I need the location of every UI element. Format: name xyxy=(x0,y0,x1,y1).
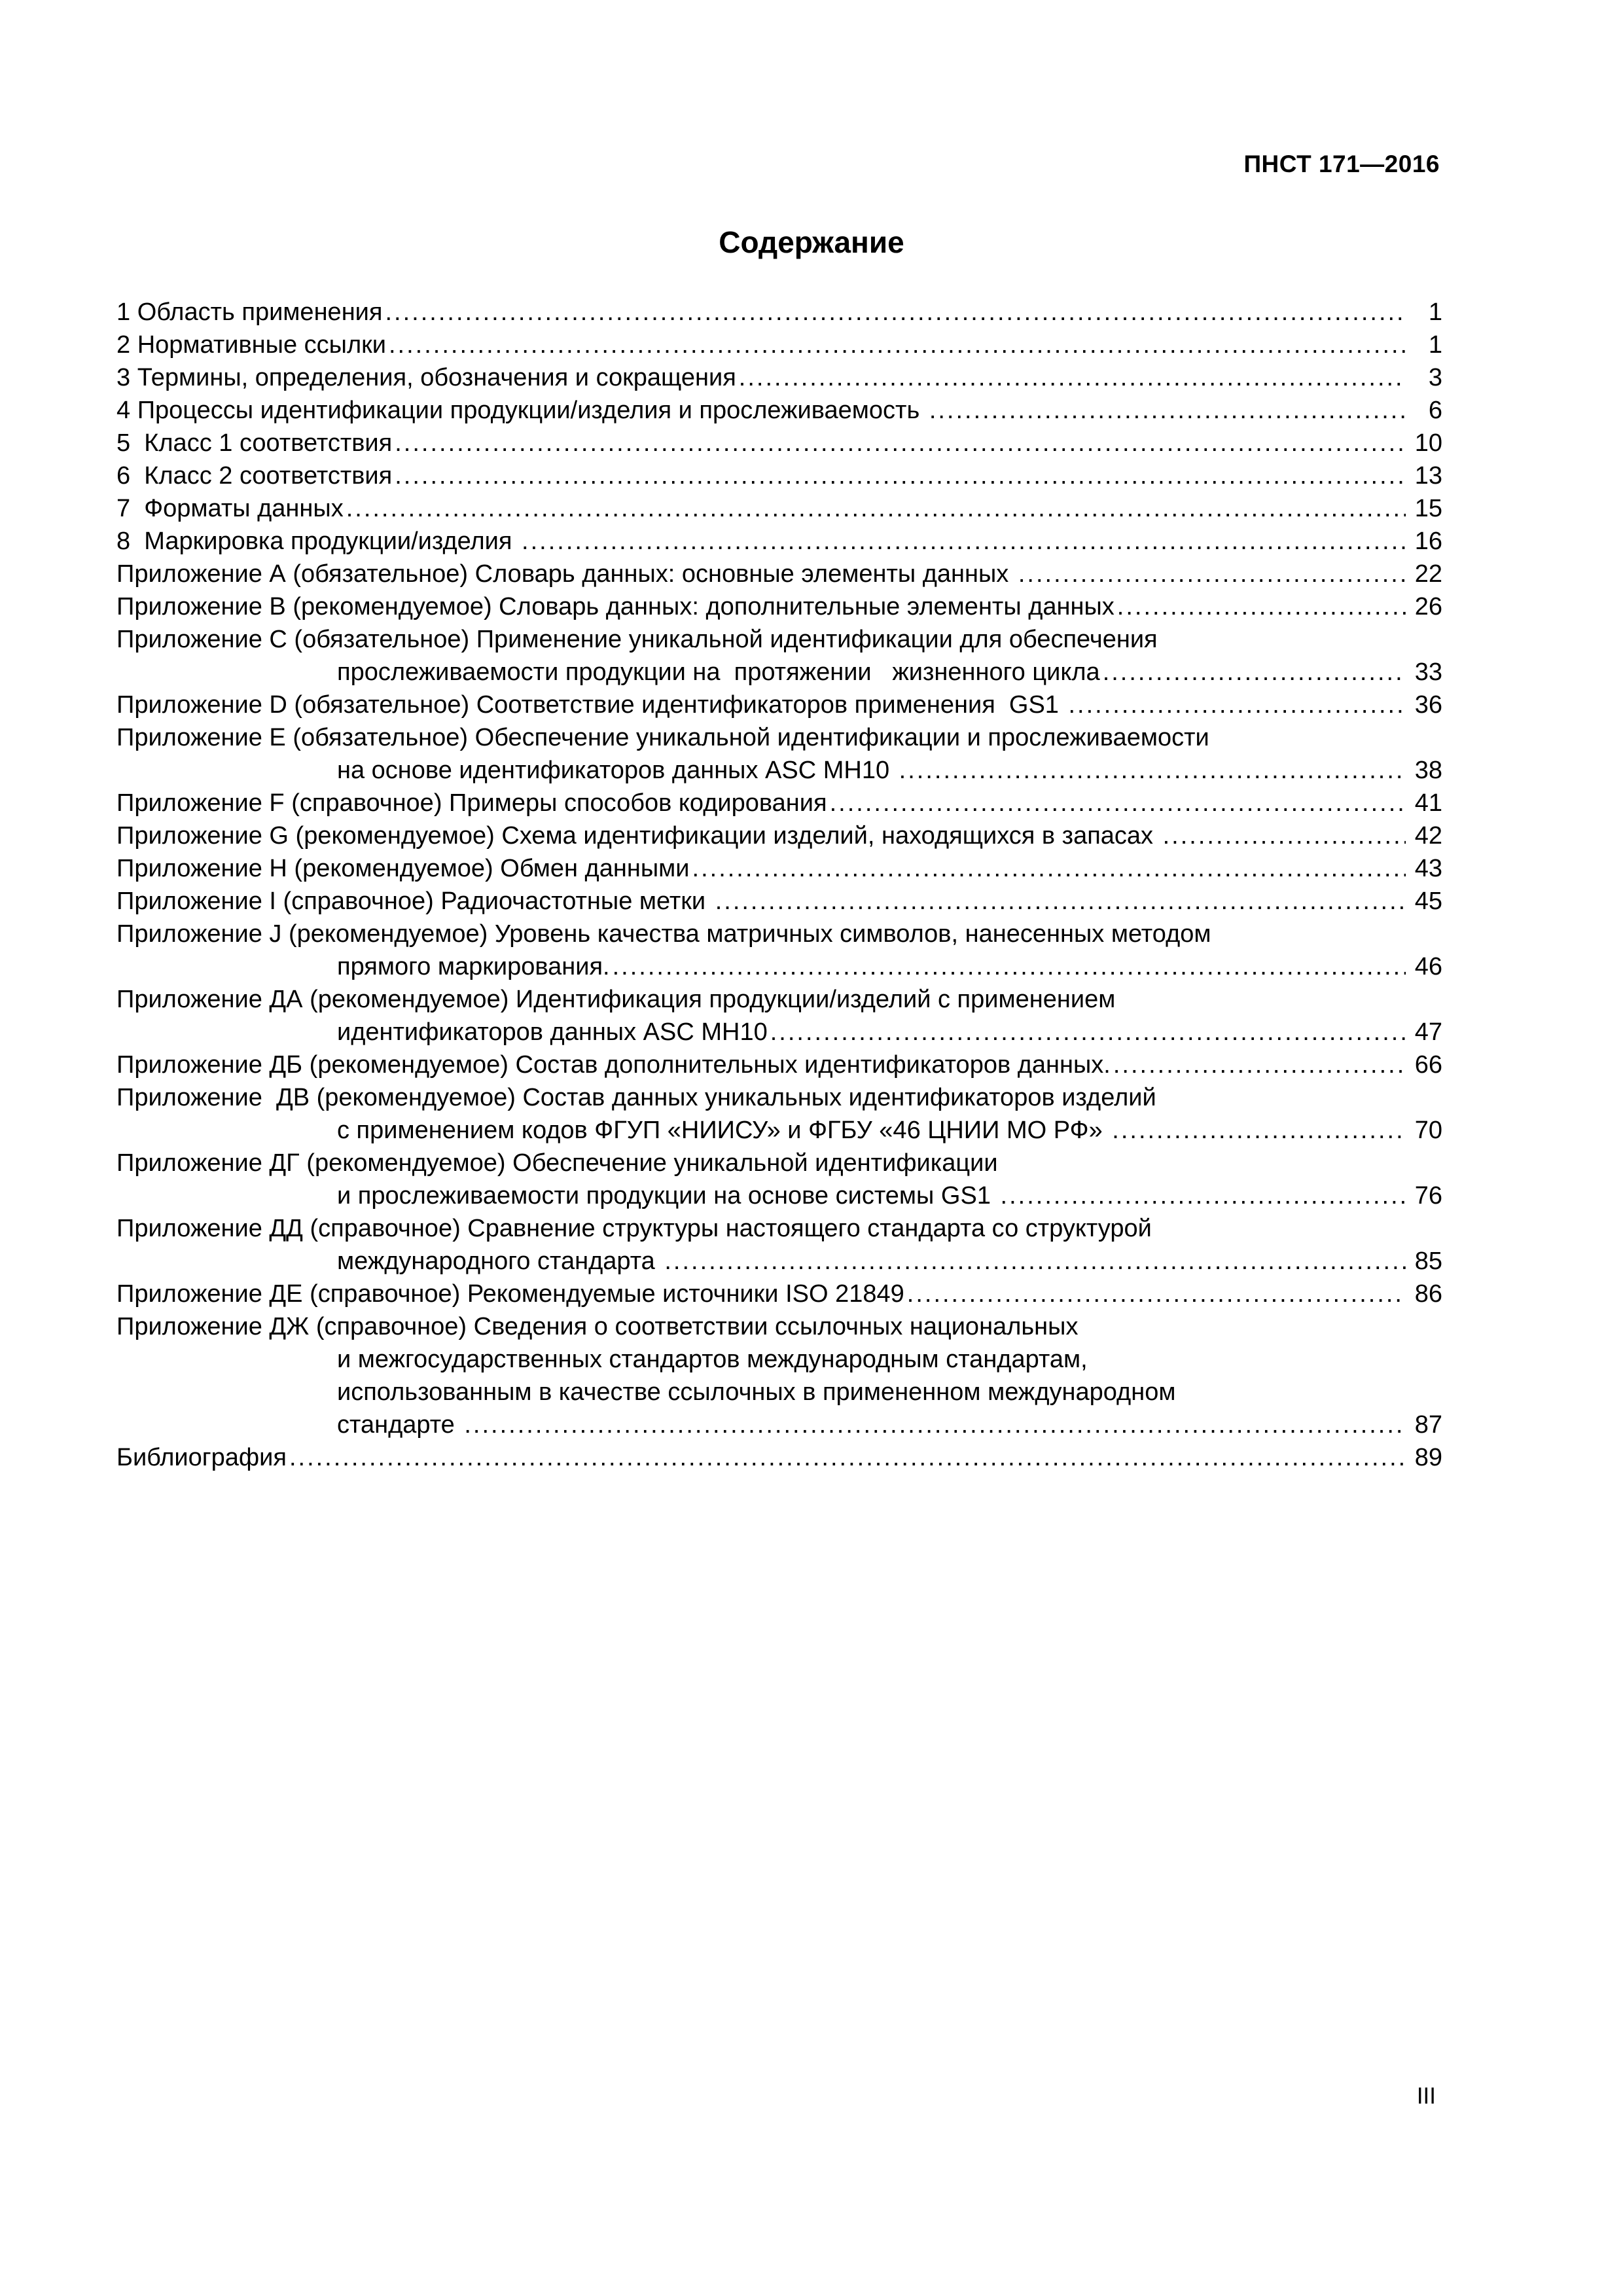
toc-entry-continuation-line xyxy=(116,1016,1442,1049)
toc-entry-page: 87 xyxy=(1414,1411,1442,1439)
toc-entry-text: 6 Класс 2 соответствия xyxy=(116,462,393,490)
toc-entry-page: 15 xyxy=(1414,495,1442,522)
dot-leader xyxy=(907,1278,1406,1310)
toc-entry-page: 6 xyxy=(1428,397,1442,424)
toc-entry-text: Приложение А (обязательное) Словарь данных: основные элементы данных xyxy=(116,560,1016,588)
dot-leader xyxy=(1068,689,1406,721)
toc-entry-page: 26 xyxy=(1414,593,1442,620)
dot-leader xyxy=(770,1016,1406,1049)
toc-entry xyxy=(116,525,1442,558)
dot-leader xyxy=(739,361,1406,394)
toc-entry xyxy=(116,1278,1442,1310)
toc-entry-line xyxy=(116,296,1442,329)
toc-entry-page: 1 xyxy=(1428,331,1442,359)
toc-entry-page: 76 xyxy=(1414,1182,1442,1210)
toc-entry xyxy=(116,983,1442,1049)
dot-leader xyxy=(464,1408,1406,1441)
toc-entry-text: 7 Форматы данных xyxy=(116,495,344,522)
toc-entry-text: Приложение ДГ (рекомендуемое) Обеспечение уникальной идентификации xyxy=(116,1149,998,1177)
dot-leader xyxy=(830,787,1406,819)
toc-entry xyxy=(116,361,1442,394)
toc-entry-text: Приложение F (справочное) Примеры способов кодирования xyxy=(116,789,827,817)
toc-entry xyxy=(116,623,1442,689)
dot-leader xyxy=(1113,1049,1406,1081)
toc-entry-page: 46 xyxy=(1414,953,1442,980)
toc-entry-line xyxy=(116,983,1442,1016)
toc-entry-text: использованным в качестве ссылочных в примененном международном xyxy=(337,1378,1176,1406)
toc-entry-page: 66 xyxy=(1414,1051,1442,1079)
toc-entry-text: и прослеживаемости продукции на основе системы GS1 xyxy=(337,1182,998,1210)
toc-entry-line xyxy=(116,329,1442,361)
toc-entry-line xyxy=(116,1212,1442,1245)
dot-leader xyxy=(1018,558,1406,590)
page-number: III xyxy=(1416,2083,1436,2109)
dot-leader xyxy=(929,394,1406,427)
toc-entry-line xyxy=(116,1081,1442,1114)
toc-entry-line xyxy=(116,590,1442,623)
toc-entry-line xyxy=(116,787,1442,819)
dot-leader xyxy=(395,459,1406,492)
toc-entry-page: 3 xyxy=(1428,364,1442,391)
toc-entry-text: Приложение ДБ (рекомендуемое) Состав дополнительных идентификаторов данных. xyxy=(116,1051,1111,1079)
toc-entry-continuation-line xyxy=(116,1408,1442,1441)
dot-leader xyxy=(899,754,1406,787)
toc-entry-text: и межгосударственных стандартов международным стандартам, xyxy=(337,1346,1088,1373)
toc-entry-continuation-line xyxy=(116,1245,1442,1278)
toc-entry-page: 22 xyxy=(1414,560,1442,588)
toc-entry-text: Приложение ДВ (рекомендуемое) Состав данных уникальных идентификаторов изделий xyxy=(116,1084,1156,1111)
dot-leader xyxy=(613,950,1406,983)
toc-entry xyxy=(116,721,1442,787)
toc-entry-continuation-line xyxy=(116,1343,1442,1376)
toc-entry xyxy=(116,852,1442,885)
toc-entry-line xyxy=(116,819,1442,852)
toc-entry-line xyxy=(116,623,1442,656)
toc-entry-page: 36 xyxy=(1414,691,1442,719)
page-title: Содержание xyxy=(719,225,904,259)
toc-entry-text: идентификаторов данных ASC MH10 xyxy=(337,1018,768,1046)
toc-entry xyxy=(116,394,1442,427)
dot-leader xyxy=(346,492,1406,525)
toc-entry-text: прослеживаемости продукции на протяжении жизненного цикла xyxy=(337,658,1100,686)
document-designation: ПНСТ 171—2016 xyxy=(1243,151,1440,177)
toc-entry-text: Приложение I (справочное) Радиочастотные метки xyxy=(116,888,713,915)
toc-entry-text: на основе идентификаторов данных ASC MH10 xyxy=(337,757,897,784)
dot-leader xyxy=(395,427,1406,459)
toc-entry-page: 86 xyxy=(1414,1280,1442,1308)
toc-entry-page: 13 xyxy=(1414,462,1442,490)
toc-entry xyxy=(116,918,1442,983)
toc-entry xyxy=(116,819,1442,852)
toc-entry-line xyxy=(116,1049,1442,1081)
toc-entry-text: прямого маркирования. xyxy=(337,953,610,980)
toc-entry-text: Приложение ДЖ (справочное) Сведения о соответствии ссылочных национальных xyxy=(116,1313,1079,1340)
toc-entry-line xyxy=(116,492,1442,525)
toc-entry-text: Библиография xyxy=(116,1444,287,1471)
toc-entry-text: 5 Класс 1 соответствия xyxy=(116,429,393,457)
toc-entry xyxy=(116,1081,1442,1147)
toc-entry-text: Приложение Н (рекомендуемое) Обмен данными xyxy=(116,855,690,882)
toc-entry-line xyxy=(116,1441,1442,1474)
toc-entry xyxy=(116,427,1442,459)
toc-entry-line xyxy=(116,1147,1442,1179)
toc-entry-text: 2 Нормативные ссылки xyxy=(116,331,386,359)
toc-entry-line xyxy=(116,852,1442,885)
toc-entry-text: Приложение J (рекомендуемое) Уровень качества матричных символов, нанесенных методом xyxy=(116,920,1211,948)
toc-entry xyxy=(116,590,1442,623)
toc-entry-text: Приложение G (рекомендуемое) Схема идентификации изделий, находящихся в запасах xyxy=(116,822,1160,850)
toc-entry xyxy=(116,1049,1442,1081)
toc-entry-text: стандарте xyxy=(337,1411,462,1439)
toc-entry-line xyxy=(116,427,1442,459)
toc-entry xyxy=(116,459,1442,492)
dot-leader xyxy=(715,885,1406,918)
dot-leader xyxy=(289,1441,1406,1474)
toc-entry-text: 3 Термины, определения, обозначения и сокращения xyxy=(116,364,736,391)
toc-entry-text: Приложение D (обязательное) Соответствие идентификаторов применения GS1 xyxy=(116,691,1066,719)
toc-entry-page: 33 xyxy=(1414,658,1442,686)
toc-entry xyxy=(116,689,1442,721)
toc-entry-page: 45 xyxy=(1414,888,1442,915)
toc-entry-continuation-line xyxy=(116,656,1442,689)
toc-entry xyxy=(116,1147,1442,1212)
toc-entry xyxy=(116,1310,1442,1441)
toc-entry-line xyxy=(116,525,1442,558)
toc-entry-page: 42 xyxy=(1414,822,1442,850)
dot-leader xyxy=(1112,1114,1406,1147)
toc-entry-text: 4 Процессы идентификации продукции/изделия и прослеживаемость xyxy=(116,397,927,424)
toc-entry-text: с применением кодов ФГУП «НИИСУ» и ФГБУ «46 ЦНИИ МО РФ» xyxy=(337,1117,1110,1144)
dot-leader xyxy=(389,329,1406,361)
toc-entry xyxy=(116,1441,1442,1474)
dot-leader xyxy=(1163,819,1406,852)
toc-entry-continuation-line xyxy=(116,1376,1442,1408)
toc-entry-text: международного стандарта xyxy=(337,1247,662,1275)
toc-entry xyxy=(116,329,1442,361)
toc-entry-continuation-line xyxy=(116,1179,1442,1212)
toc-entry-text: 8 Маркировка продукции/изделия xyxy=(116,528,520,555)
toc-entry-page: 16 xyxy=(1414,528,1442,555)
toc-entry-continuation-line xyxy=(116,754,1442,787)
toc-entry-continuation-line xyxy=(116,950,1442,983)
toc-entry xyxy=(116,296,1442,329)
toc-entry-text: Приложение ДД (справочное) Сравнение структуры настоящего стандарта со структурой xyxy=(116,1215,1152,1242)
toc-entry-text: 1 Область применения xyxy=(116,298,383,326)
toc-entry-page: 1 xyxy=(1428,298,1442,326)
dot-leader xyxy=(692,852,1406,885)
dot-leader xyxy=(664,1245,1406,1278)
toc-entry-page: 41 xyxy=(1414,789,1442,817)
toc-entry-page: 85 xyxy=(1414,1247,1442,1275)
toc-entry-page: 89 xyxy=(1414,1444,1442,1471)
toc-entry-continuation-line xyxy=(116,1114,1442,1147)
toc-entry-line xyxy=(116,1278,1442,1310)
toc-entry xyxy=(116,787,1442,819)
toc-entry-text: Приложение Е (обязательное) Обеспечение уникальной идентификации и прослеживаемости xyxy=(116,724,1209,751)
toc-entry-line xyxy=(116,361,1442,394)
toc-entry-text: Приложение В (рекомендуемое) Словарь данных: дополнительные элементы данных xyxy=(116,593,1115,620)
dot-leader xyxy=(1103,656,1406,689)
toc-entry xyxy=(116,885,1442,918)
dot-leader xyxy=(1001,1179,1406,1212)
toc-entry-text: Приложение ДЕ (справочное) Рекомендуемые источники ISO 21849 xyxy=(116,1280,904,1308)
dot-leader xyxy=(385,296,1406,329)
toc-entry-line xyxy=(116,885,1442,918)
toc-entry-line xyxy=(116,689,1442,721)
toc-entry-line xyxy=(116,721,1442,754)
toc-entry-page: 70 xyxy=(1414,1117,1442,1144)
toc-entry-page: 10 xyxy=(1414,429,1442,457)
toc-entry-line xyxy=(116,558,1442,590)
toc-entry xyxy=(116,492,1442,525)
toc-entry-line xyxy=(116,918,1442,950)
toc-entry-page: 47 xyxy=(1414,1018,1442,1046)
toc-entry-line xyxy=(116,394,1442,427)
dot-leader xyxy=(522,525,1406,558)
table-of-contents xyxy=(116,296,1442,1474)
toc-entry-text: Приложение С (обязательное) Применение уникальной идентификации для обеспечения xyxy=(116,626,1158,653)
toc-entry xyxy=(116,558,1442,590)
toc-entry-text: Приложение ДА (рекомендуемое) Идентификация продукции/изделий с применением xyxy=(116,986,1116,1013)
toc-entry-page: 38 xyxy=(1414,757,1442,784)
toc-entry-line xyxy=(116,459,1442,492)
dot-leader xyxy=(1117,590,1406,623)
toc-entry-line xyxy=(116,1310,1442,1343)
toc-entry xyxy=(116,1212,1442,1278)
toc-entry-page: 43 xyxy=(1414,855,1442,882)
